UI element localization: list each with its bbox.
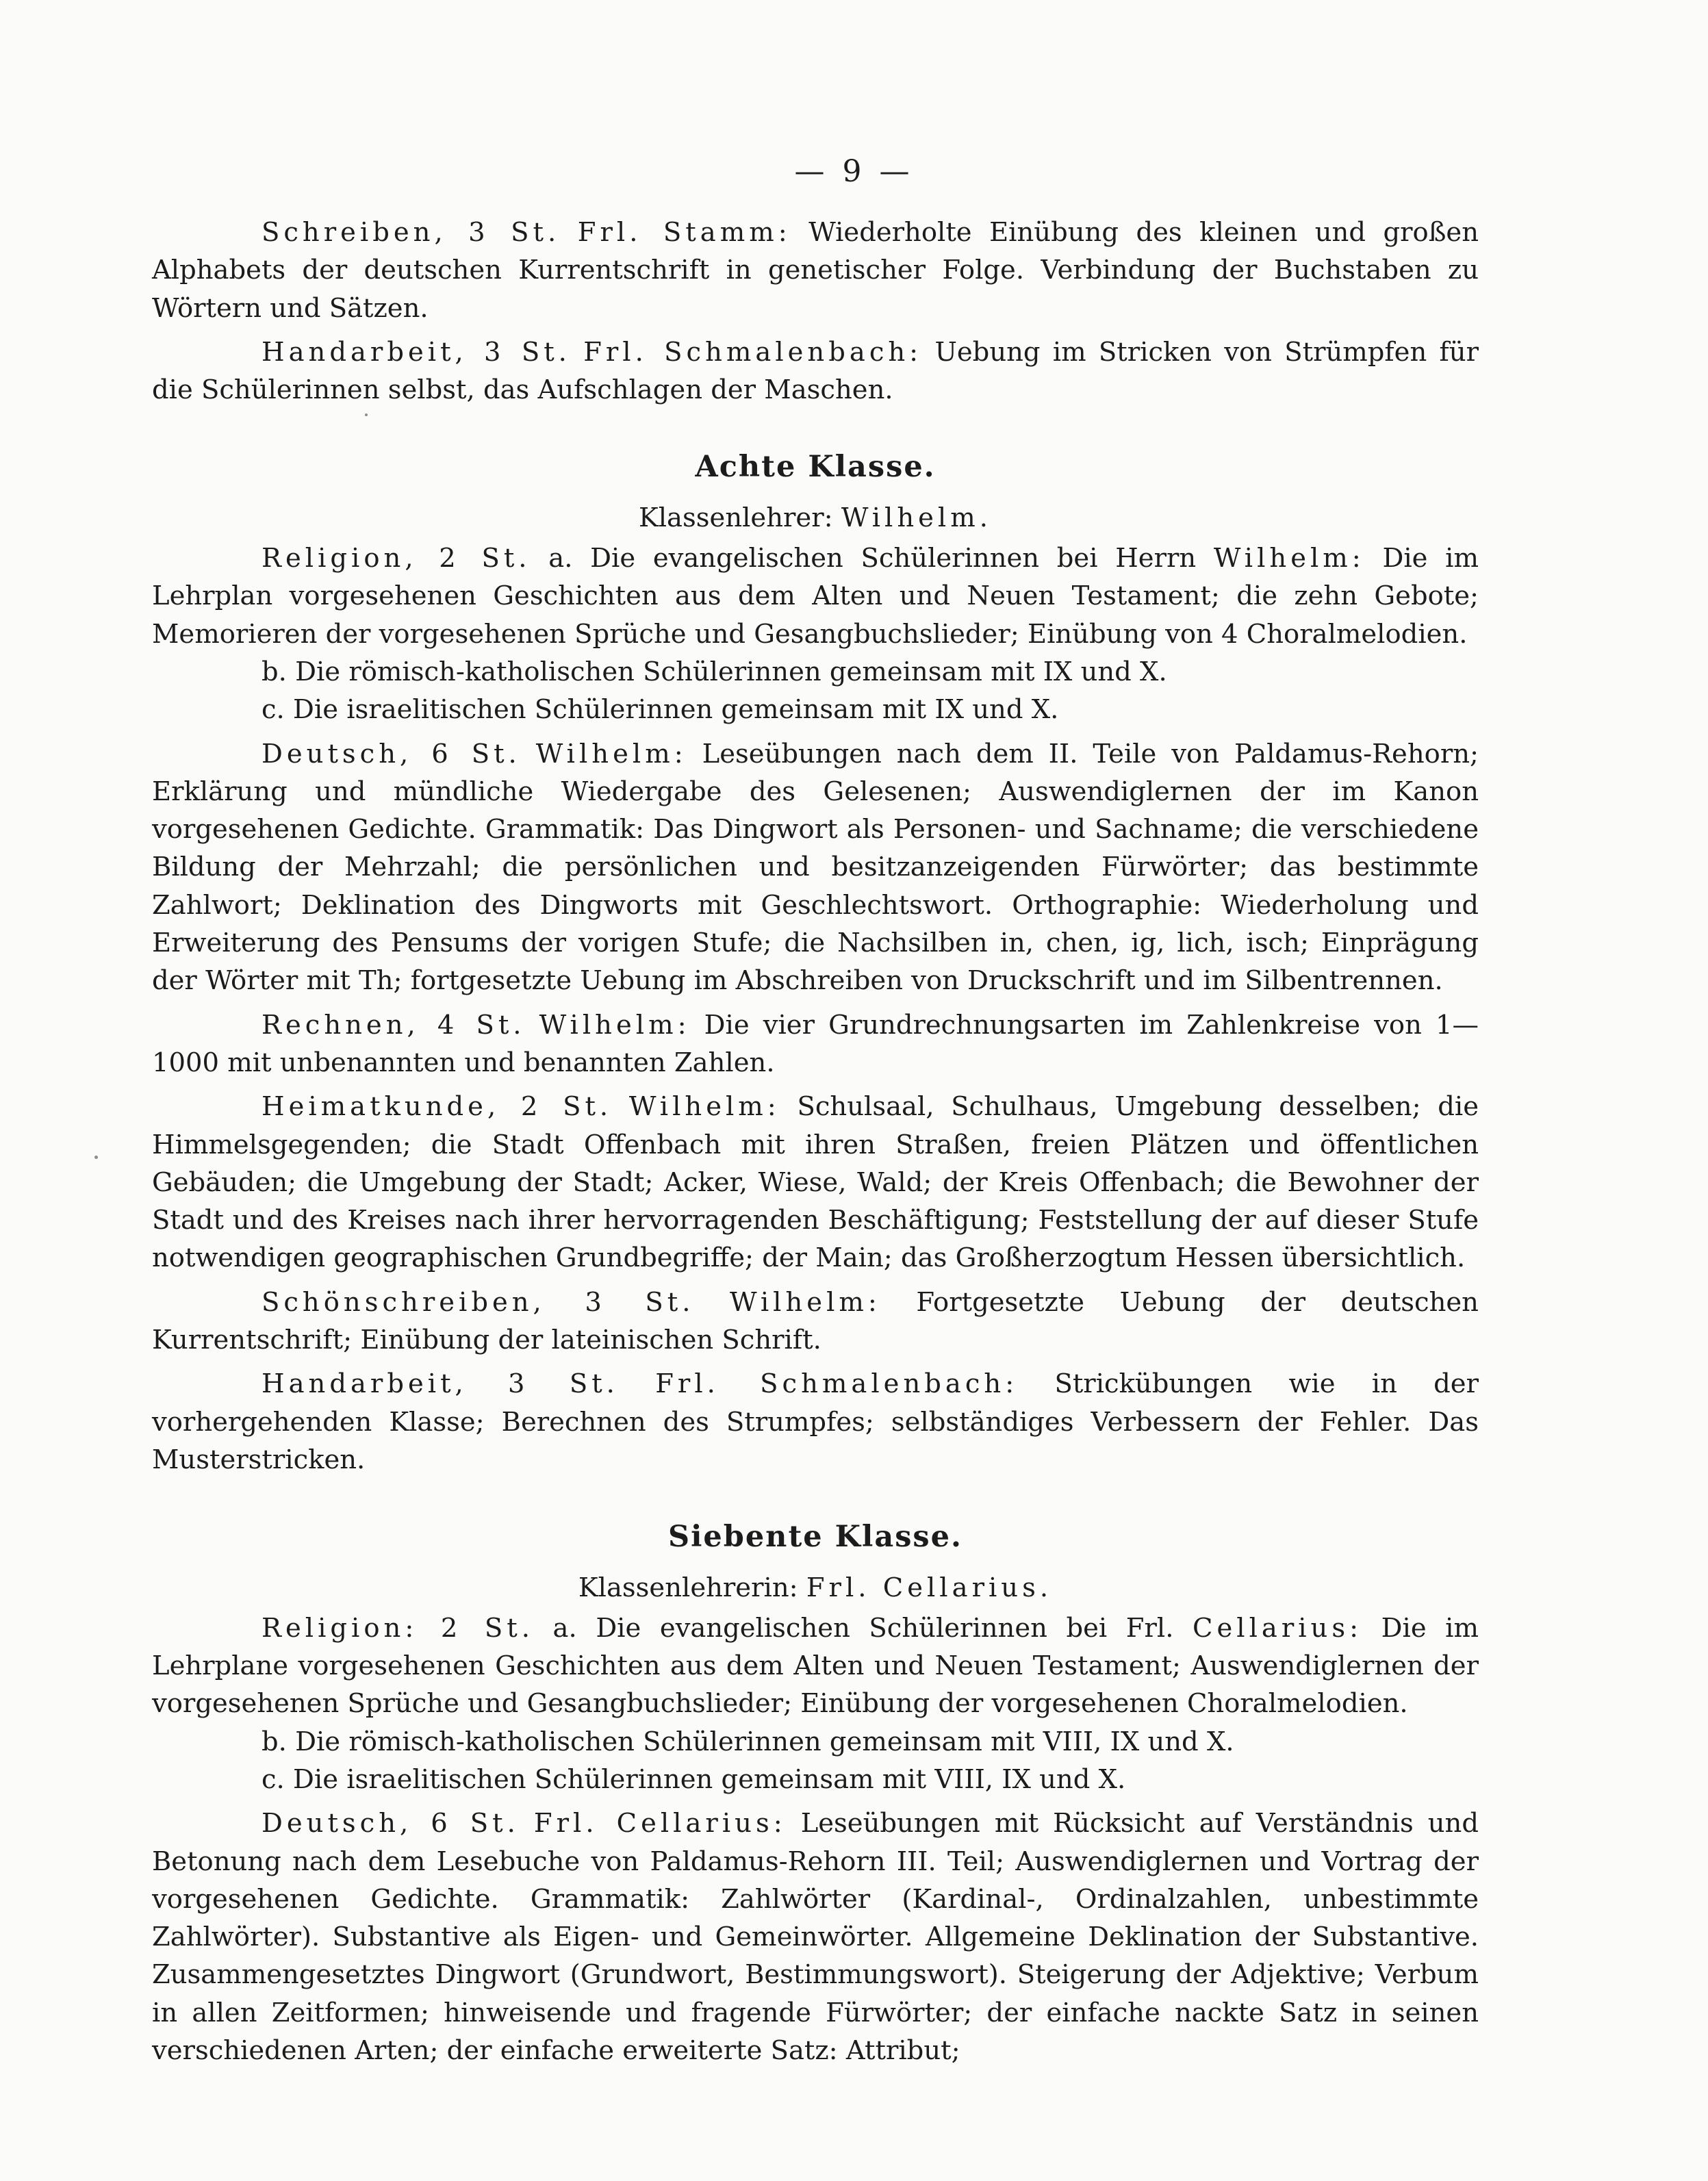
paragraph-deutsch-siebente: Deutsch, 6 St. Frl. Cellarius: Leseübungen mit Rücksicht auf Verständnis und Betonung nach dem Lesebuche von Paldamus-Rehorn III. Teil; Auswendiglernen und Vortrag der vorgesehenen Gedichte. Grammatik: Zahlwörter (Kardinal-, Ordinalzahlen, unbestimmte Zahlwörter). Substantive als Eigen- und Gemeinwörter. Allgemeine Deklination der Substantive. Zusammengesetztes Dingwort (Grundwort, Bestimmungswort). Steigerung der Adjektive; Verbum in allen Zeitformen; hinweisende und fragende Fürwörter; der einfache nackte Satz in seinen verschiedenen Arten; der einfache erweiterte Satz: Attribut; <box>152 1808 1479 2067</box>
paragraph-rechnen: Rechnen, 4 St. Wilhelm: Die vier Grundrechnungsarten im Zahlenkreise von 1—1000 mit unbenannten und benannten Zahlen. <box>152 1009 1479 1078</box>
religion-siebente-item-c: c. Die israelitischen Schülerinnen gemeinsam mit VIII, IX und X. <box>262 1763 1126 1795</box>
paragraph-handarbeit: Handarbeit, 3 St. Frl. Schmalenbach: Uebung im Stricken von Strümpfen für die Schülerinnen selbst, das Aufschlagen der Maschen. <box>152 336 1479 406</box>
klassenlehrerin-line: Klassenlehrerin: Frl. Cellarius. <box>578 1572 1053 1603</box>
heading-achte-klasse: Achte Klasse. <box>695 450 936 485</box>
paragraph-religion-siebente: Religion: 2 St. a. Die evangelischen Schülerinnen bei Frl. Cellarius: Die im Lehrplane vorgesehenen Geschichten aus dem Alten und Neuen Testament; Auswendiglernen der vorgesehenen Sprüche und Gesangbuchslieder; Einübung der vorgesehenen Choralmelodien. <box>152 1612 1479 1720</box>
klassenlehrer-line: Klassenlehrer: Wilhelm. <box>638 502 992 533</box>
paragraph-schreiben: Schreiben, 3 St. Frl. Stamm: Wiederholte Einübung des kleinen und großen Alphabets der deutschen Kurrentschrift in genetischer Folge. Verbindung der Buchstaben zu Wörtern und Sätzen. <box>152 217 1479 324</box>
religion-item-b: b. Die römisch-katholischen Schülerinnen gemeinsam mit IX und X. <box>262 656 1167 687</box>
paragraph-handarbeit-achte: Handarbeit, 3 St. Frl. Schmalenbach: Strickübungen wie in der vorhergehenden Klasse; Berechnen des Strumpfes; selbständiges Verbessern der Fehler. Das Musterstricken. <box>152 1368 1479 1475</box>
heading-siebente-klasse: Siebente Klasse. <box>668 1520 963 1555</box>
paper-speck <box>94 1156 98 1159</box>
paragraph-religion: Religion, 2 St. a. Die evangelischen Schülerinnen bei Herrn Wilhelm: Die im Lehrplan vorgesehenen Geschichten aus dem Alten und Neuen Testament; die zehn Gebote; Memorieren der vorgesehenen Sprüche und Gesangbuchslieder; Einübung von 4 Choralmelodien. <box>152 543 1479 650</box>
page-body <box>152 214 1479 2069</box>
paragraph-heimatkunde: Heimatkunde, 2 St. Wilhelm: Schulsaal, Schulhaus, Umgebung desselben; die Himmelsgegenden; die Stadt Offenbach mit ihren Straßen, freien Plätzen und öffentlichen Gebäuden; die Umgebung der Stadt; Acker, Wiese, Wald; der Kreis Offenbach; die Bewohner der Stadt und des Kreises nach ihrer hervorragenden Beschäftigung; Feststellung der auf dieser Stufe notwendigen geographischen Grundbegriffe; der Main; das Großherzogtum Hessen übersichtlich. <box>152 1091 1479 1274</box>
religion-item-c: c. Die israelitischen Schülerinnen gemeinsam mit IX und X. <box>262 694 1059 726</box>
page-number: — 9 — <box>794 154 914 189</box>
paragraph-deutsch: Deutsch, 6 St. Wilhelm: Leseübungen nach dem II. Teile von Paldamus-Rehorn; Erklärung und mündliche Wiedergabe des Gelesenen; Auswendiglernen der im Kanon vorgesehenen Gedichte. Grammatik: Das Dingwort als Personen- und Sachname; die verschiedene Bildung der Mehrzahl; die persönlichen und besitzanzeigenden Fürwörter; das bestimmte Zahlwort; Deklination des Dingworts mit Geschlechtswort. Orthographie: Wiederholung und Erweiterung des Pensums der vorigen Stufe; die Nachsilben in, chen, ig, lich, isch; Einprägung der Wörter mit Th; fortgesetzte Uebung im Abschreiben von Druckschrift und im Silbentrennen. <box>152 738 1479 997</box>
religion-siebente-item-b: b. Die römisch-katholischen Schülerinnen gemeinsam mit VIII, IX und X. <box>262 1726 1234 1757</box>
paragraph-schoenschreiben: Schönschreiben, 3 St. Wilhelm: Fortgesetzte Uebung der deutschen Kurrentschrift; Einübung der lateinischen Schrift. <box>152 1286 1479 1356</box>
